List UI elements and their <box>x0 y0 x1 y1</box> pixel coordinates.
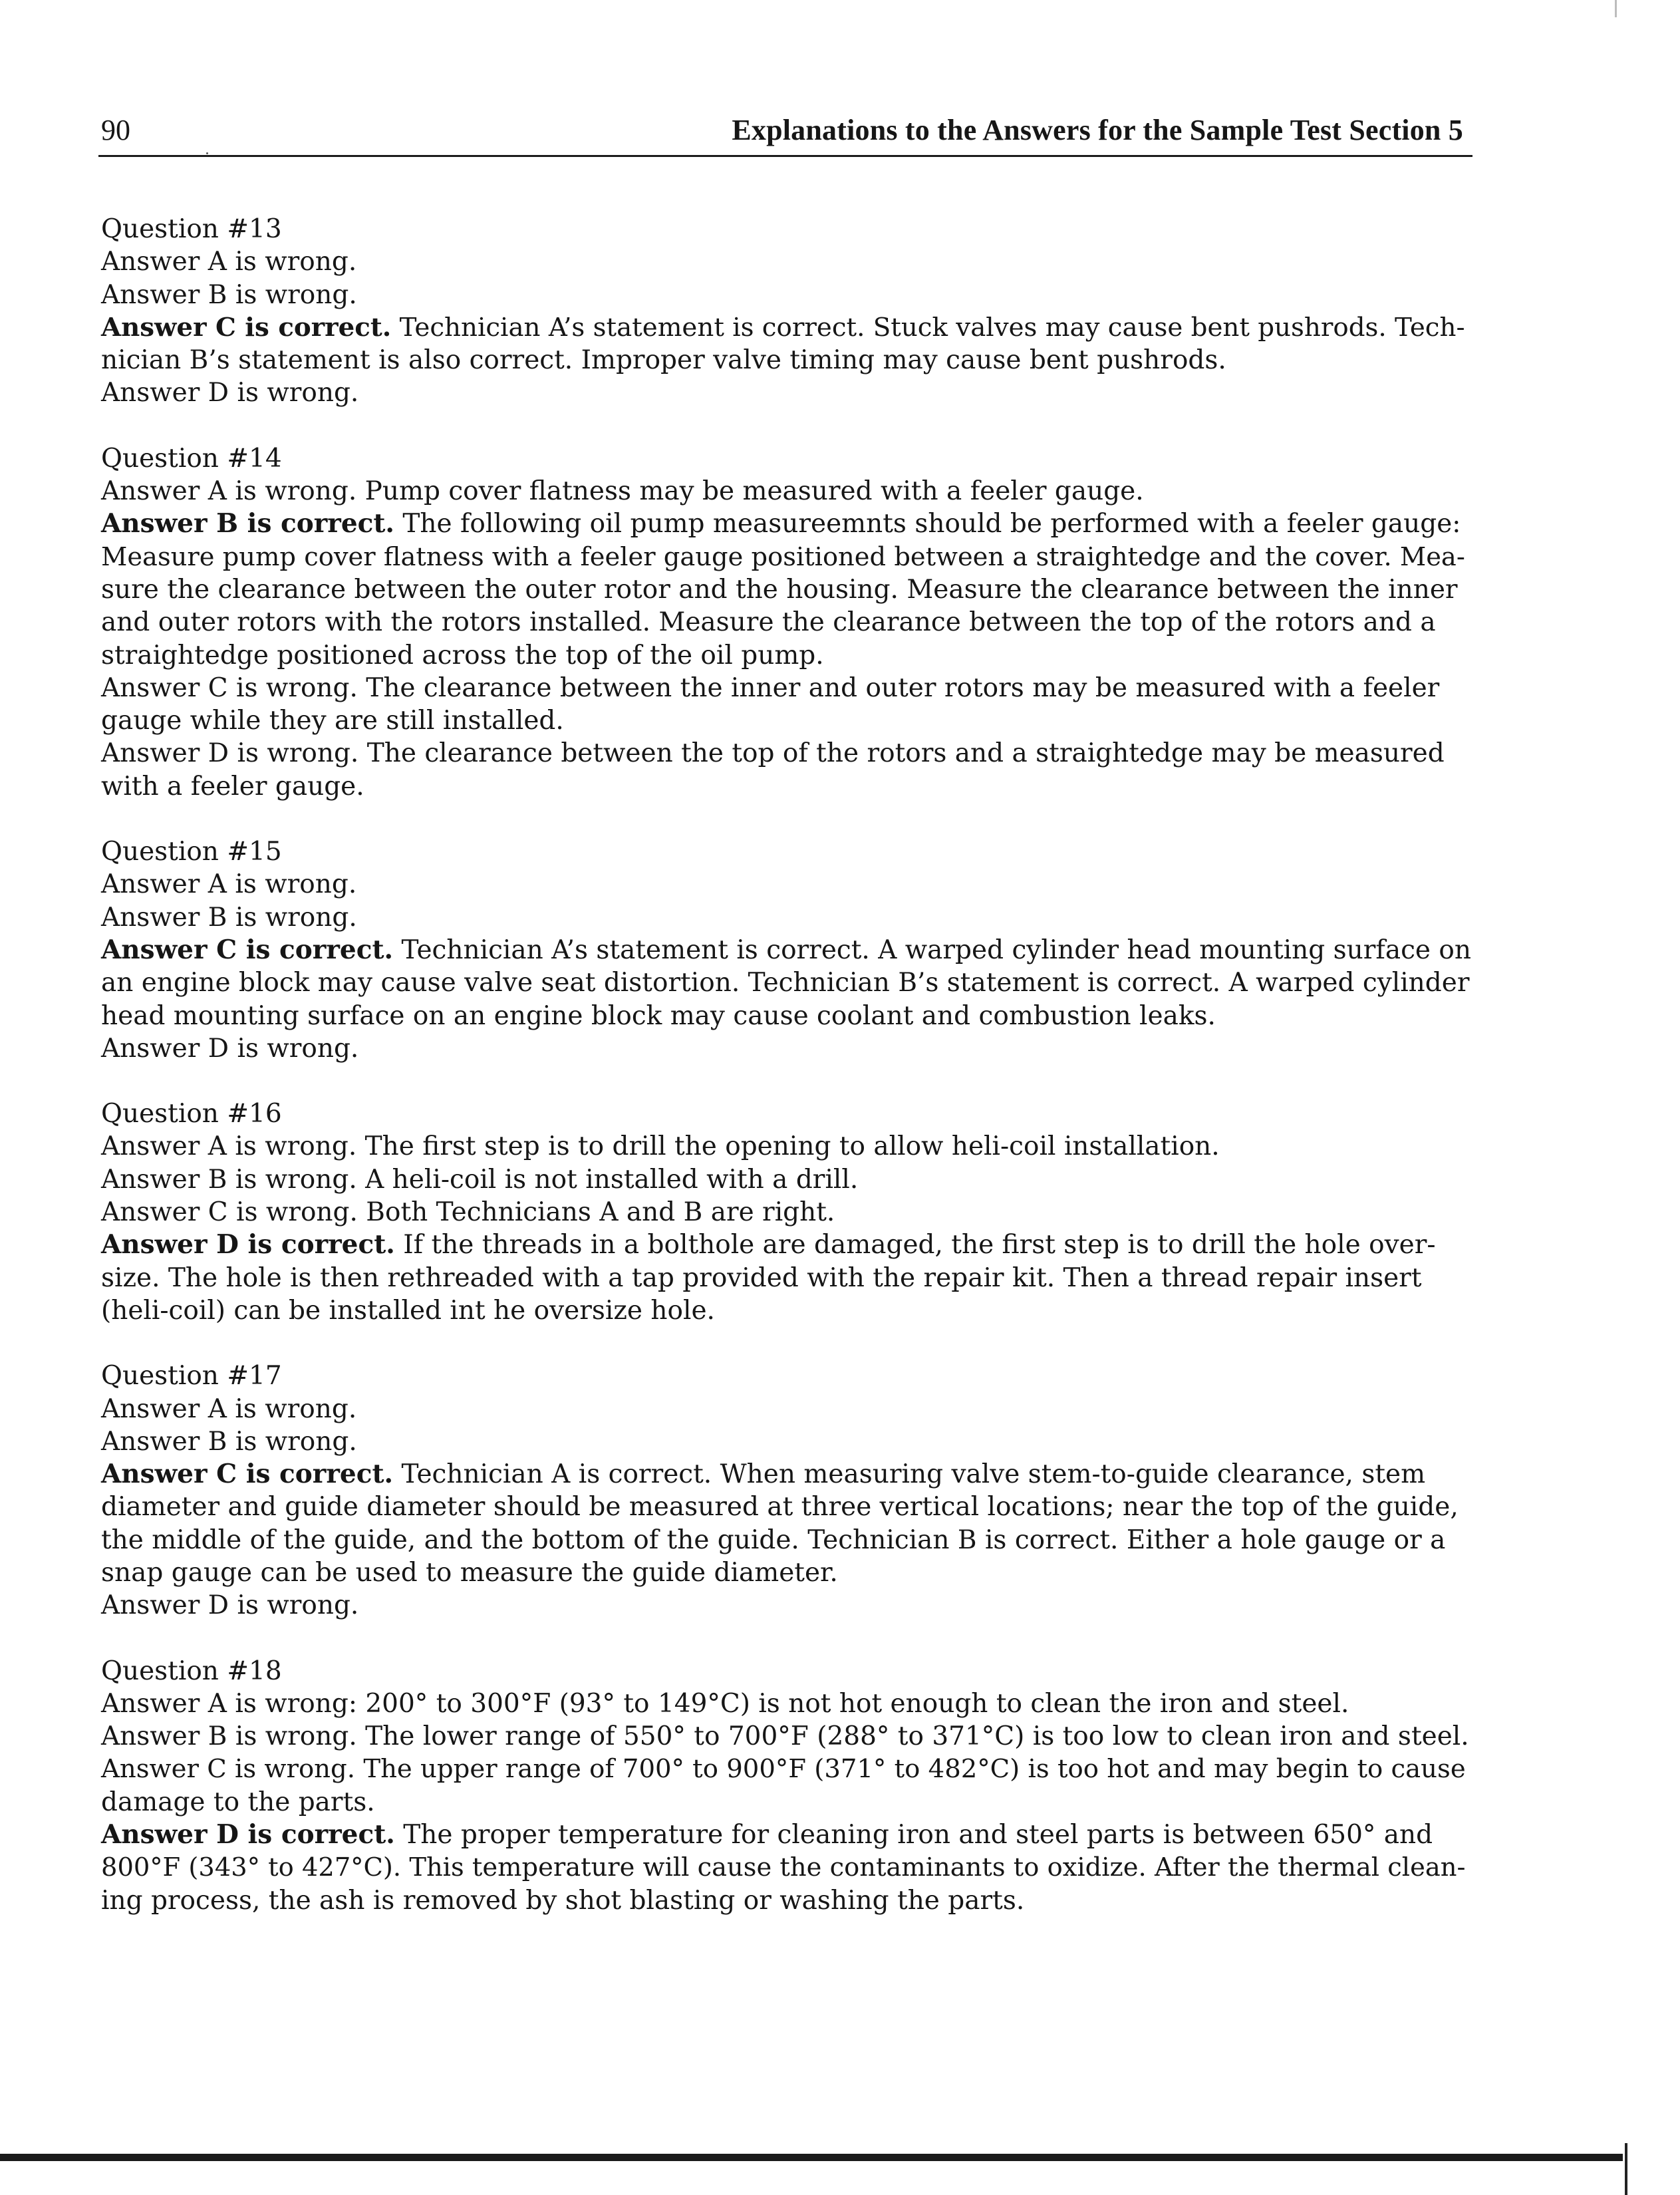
answer-line <box>101 1425 1472 1458</box>
page-number: 90 <box>101 114 130 146</box>
answer-line <box>101 1262 1472 1294</box>
answer-line <box>101 1130 1472 1163</box>
answer-line <box>101 704 1472 737</box>
scan-corner-mark <box>1615 0 1617 17</box>
correct-answer-label: Answer C is correct. <box>101 312 392 343</box>
answer-line <box>101 1753 1472 1785</box>
answer-text: Technician A’s statement is correct. Stuck valves may cause bent pushrods. Tech- <box>391 312 1465 343</box>
scan-speck <box>206 152 208 154</box>
answer-text: head mounting surface on an engine block may cause coolant and combustion leaks. <box>101 1000 1216 1031</box>
correct-answer-label: Answer D is correct. <box>101 1229 395 1260</box>
answer-text: Answer B is wrong. A heli-coil is not installed with a drill. <box>101 1164 859 1195</box>
answer-text: diameter and guide diameter should be measured at three vertical locations; near the top of the guide, <box>101 1492 1459 1523</box>
answer-line <box>101 541 1472 573</box>
header-rule <box>98 155 1472 157</box>
answer-text: an engine block may cause valve seat distortion. Technician B’s statement is correct. A warped cylinder <box>101 968 1470 998</box>
answer-text: with a feeler gauge. <box>101 771 364 802</box>
question-block <box>101 1360 1472 1622</box>
answer-line <box>101 279 1472 311</box>
answer-text: Answer D is wrong. <box>101 378 359 408</box>
answer-line <box>101 868 1472 901</box>
bottom-rule <box>0 2154 1623 2161</box>
answer-line <box>101 1458 1472 1491</box>
answer-text: straightedge positioned across the top of the oil pump. <box>101 640 824 670</box>
answer-text: The following oil pump measureemnts should be performed with a feeler gauge: <box>394 509 1461 539</box>
question-title: Question #13 <box>101 214 282 244</box>
question-title: Question #16 <box>101 1099 282 1129</box>
answer-line <box>101 1032 1472 1065</box>
correct-answer-label: Answer D is correct. <box>101 1819 395 1850</box>
answer-line <box>101 573 1472 606</box>
answer-text: size. The hole is then rethreaded with a tap provided with the repair kit. Then a thread repair insert <box>101 1262 1422 1293</box>
answer-text: Answer A is wrong: 200° to 300°F (93° to 149°C) is not hot enough to clean the iron and steel. <box>101 1688 1349 1719</box>
answer-text: Answer A is wrong. Pump cover flatness may be measured with a feeler gauge. <box>101 476 1144 507</box>
answer-text: Answer D is wrong. The clearance between the top of the rotors and a straightedge may be measured <box>101 738 1445 769</box>
answer-line <box>101 1819 1472 1851</box>
answer-text: the middle of the guide, and the bottom of the guide. Technician B is correct. Either a hole gauge or a <box>101 1525 1446 1555</box>
answer-line <box>101 1556 1472 1589</box>
answer-text: Answer D is wrong. <box>101 1590 359 1621</box>
answer-text: Answer B is wrong. <box>101 902 357 933</box>
answer-line <box>101 966 1472 999</box>
answer-text: damage to the parts. <box>101 1787 375 1817</box>
answer-line <box>101 1884 1472 1917</box>
answer-line <box>101 1196 1472 1229</box>
question-block <box>101 213 1472 410</box>
question-block <box>101 835 1472 1065</box>
answer-text: Answer C is wrong. The upper range of 700° to 900°F (371° to 482°C) is too hot and may begin to cause <box>101 1754 1466 1785</box>
answer-line <box>101 901 1472 934</box>
answers-body <box>101 213 1472 1950</box>
question-title: Question #15 <box>101 837 282 867</box>
answer-line <box>101 1589 1472 1622</box>
answer-line <box>101 344 1472 376</box>
answer-line <box>101 770 1472 803</box>
page-header <box>98 110 1472 150</box>
answer-text: Answer A is wrong. <box>101 1393 357 1424</box>
answer-text: ing process, the ash is removed by shot blasting or washing the parts. <box>101 1885 1025 1916</box>
question-block <box>101 1098 1472 1327</box>
answer-text: Answer A is wrong. <box>101 247 357 277</box>
answer-line <box>101 508 1472 540</box>
answer-line <box>101 245 1472 278</box>
question-title: Question #14 <box>101 443 282 474</box>
answer-text: snap gauge can be used to measure the guide diameter. <box>101 1557 838 1588</box>
answer-line <box>101 1163 1472 1196</box>
answer-line <box>101 934 1472 966</box>
answer-text: nician B’s statement is also correct. Improper valve timing may cause bent pushrods. <box>101 345 1226 376</box>
answer-text: Technician A’s statement is correct. A warped cylinder head mounting surface on <box>393 935 1471 965</box>
answer-line <box>101 1786 1472 1819</box>
answer-line <box>101 1524 1472 1556</box>
answer-line <box>101 1851 1472 1884</box>
answer-text: gauge while they are still installed. <box>101 706 564 736</box>
answer-line <box>101 1393 1472 1425</box>
answer-line <box>101 1000 1472 1032</box>
answer-line <box>101 311 1472 344</box>
answer-text: sure the clearance between the outer rotor and the housing. Measure the clearance between the inner <box>101 574 1458 605</box>
answer-text: Answer A is wrong. The first step is to drill the opening to allow heli-coil installation. <box>101 1131 1220 1162</box>
answer-line <box>101 376 1472 409</box>
answer-line <box>101 606 1472 639</box>
bottom-tick <box>1625 2143 1627 2195</box>
answer-text: Answer C is wrong. Both Technicians A and B are right. <box>101 1197 835 1228</box>
question-block <box>101 442 1472 803</box>
answer-text: 800°F (343° to 427°C). This temperature will cause the contaminants to oxidize. After the thermal clean- <box>101 1852 1466 1883</box>
answer-text: Answer A is wrong. <box>101 869 357 900</box>
answer-line <box>101 1687 1472 1720</box>
question-title: Question #18 <box>101 1656 282 1686</box>
answer-line <box>101 475 1472 508</box>
answer-line <box>101 1491 1472 1523</box>
answer-text: Measure pump cover flatness with a feeler gauge positioned between a straightedge and the cover. Mea- <box>101 541 1465 572</box>
question-block <box>101 1655 1472 1917</box>
running-title: Explanations to the Answers for the Sample Test Section 5 <box>732 114 1463 146</box>
answer-text: Answer C is wrong. The clearance between the inner and outer rotors may be measured with a feeler <box>101 672 1440 703</box>
answer-text: and outer rotors with the rotors installed. Measure the clearance between the top of the rotors and a <box>101 607 1436 638</box>
answer-line <box>101 1720 1472 1753</box>
question-title: Question #17 <box>101 1361 282 1391</box>
answer-text: Answer D is wrong. <box>101 1033 359 1064</box>
answer-text: If the threads in a bolthole are damaged, the first step is to drill the hole over- <box>394 1230 1436 1260</box>
answer-text: Answer B is wrong. <box>101 1426 357 1457</box>
answer-line <box>101 672 1472 704</box>
correct-answer-label: Answer B is correct. <box>101 508 394 539</box>
answer-line <box>101 639 1472 672</box>
answer-text: Answer B is wrong. The lower range of 550° to 700°F (288° to 371°C) is too low to clean iron and steel. <box>101 1721 1469 1752</box>
answer-text: (heli-coil) can be installed int he oversize hole. <box>101 1295 715 1326</box>
answer-line <box>101 1229 1472 1261</box>
answer-text: Technician A is correct. When measuring valve stem-to-guide clearance, stem <box>393 1459 1426 1490</box>
answer-text: The proper temperature for cleaning iron and steel parts is between 650° and <box>394 1820 1433 1850</box>
answer-line <box>101 737 1472 770</box>
answer-text: Answer B is wrong. <box>101 279 357 310</box>
answer-line <box>101 1294 1472 1327</box>
correct-answer-label: Answer C is correct. <box>101 934 394 965</box>
correct-answer-label: Answer C is correct. <box>101 1459 394 1490</box>
